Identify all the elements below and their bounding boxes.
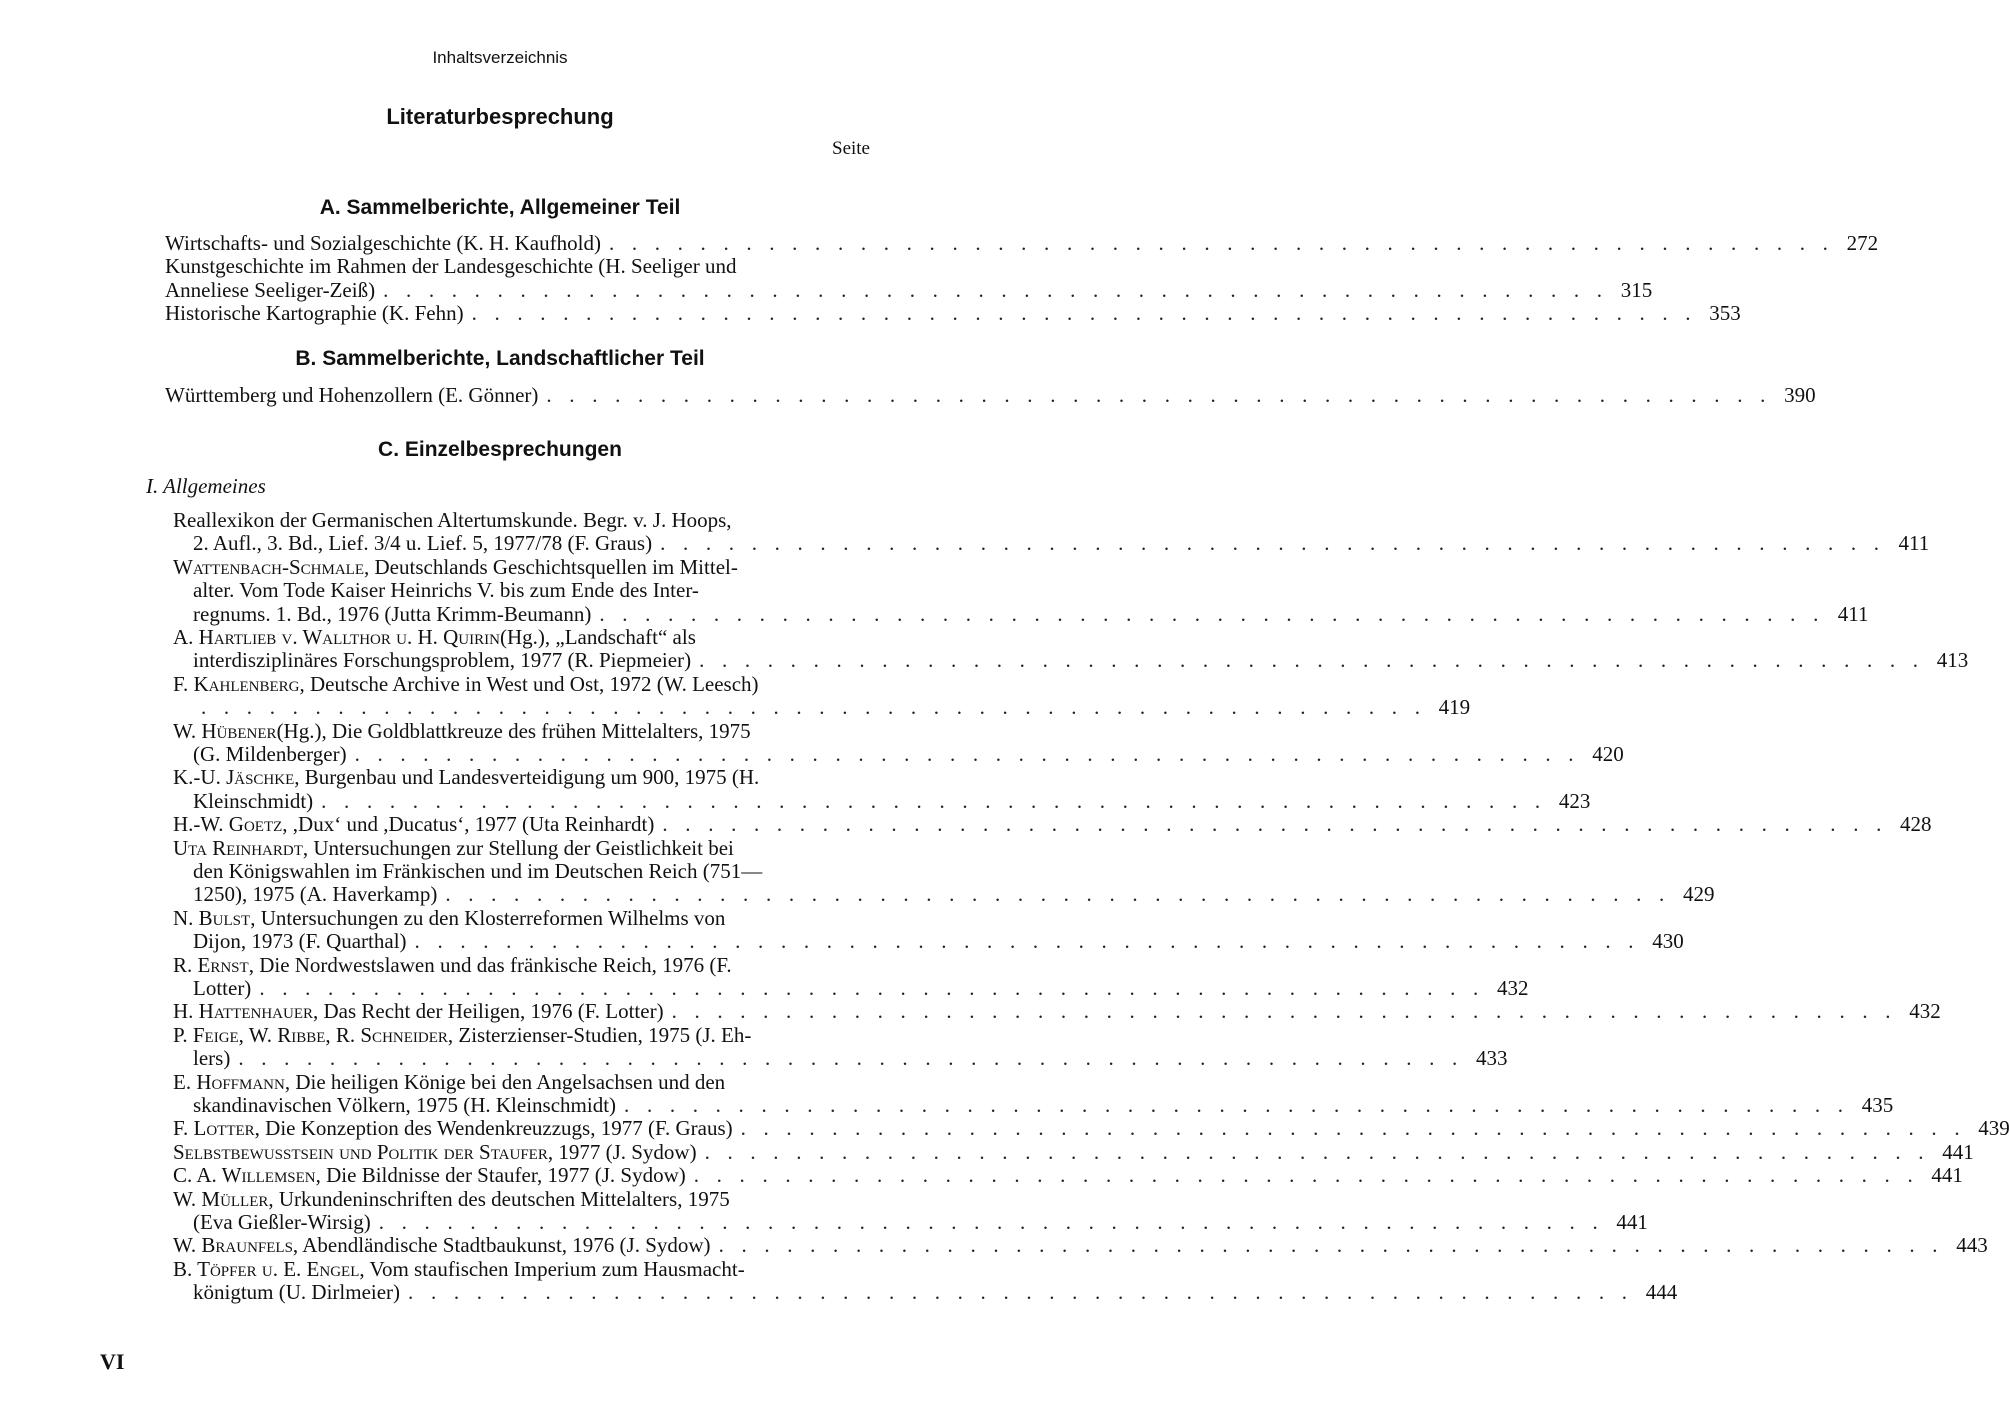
entry-text: Lotter) — [193, 975, 252, 1000]
running-header: Inhaltsverzeichnis — [432, 48, 568, 67]
page-reference: 433 — [1475, 1046, 1508, 1071]
dot-leader: . . . . . . . . . . . . . . . . . . . . . . . . . . . . . . . . . . . . . . . . . . . . . . . . . . . . . . — [383, 277, 1609, 302]
page-reference: 390 — [1784, 383, 1816, 407]
toc-entry-line — [173, 601, 1869, 626]
toc-entry-line — [173, 1071, 870, 1094]
entry-text: Wirtschafts- und Sozialgeschichte (K. H. Kaufhold) — [165, 231, 601, 255]
entry-text: , Zisterzienser-Studien, 1975 (J. Eh- — [447, 1022, 752, 1047]
entry-text: interdisziplinäres Forschungsproblem, 1977 (R. Piepmeier) — [193, 648, 692, 673]
toc-entry-line — [173, 648, 1969, 673]
toc-entry — [173, 1116, 2010, 1141]
toc-entry-line — [173, 741, 1624, 766]
toc-entry-line — [173, 509, 870, 532]
dot-leader: . . . . . . . . . . . . . . . . . . . . . . . . . . . . . . . . . . . . . . . . . . . . . . . . . . . . . . — [671, 999, 1897, 1024]
dot-leader: . . . . . . . . . . . . . . . . . . . . . . . . . . . . . . . . . . . . . . . . . . . . . . . . . . . . . . — [699, 648, 1925, 673]
dot-leader: . . . . . . . . . . . . . . . . . . . . . . . . . . . . . . . . . . . . . . . . . . . . . . . . . . . . . . — [624, 1092, 1850, 1117]
entry-text: , Die Bildnisse der Staufer, 1977 (J. Sydow) — [315, 1163, 686, 1188]
toc-entry-line — [173, 907, 870, 930]
dot-leader: . . . . . . . . . . . . . . . . . . . . . . . . . . . . . . . . . . . . . . . . . . . . . . . . . . . . . . — [608, 231, 1835, 255]
toc-entry-line — [173, 1092, 1894, 1117]
toc-entry-line — [173, 929, 1684, 954]
author-name: E. Hoffmann — [173, 1069, 285, 1094]
author-name: K.-U. Jäschke — [173, 765, 295, 790]
toc-entry-line — [173, 837, 870, 860]
entry-text: skandinavischen Völkern, 1975 (H. Kleinschmidt) — [193, 1092, 617, 1117]
dot-leader: . . . . . . . . . . . . . . . . . . . . . . . . . . . . . . . . . . . . . . . . . . . . . . . . . . . . . . — [546, 383, 1772, 407]
entry-text: , Untersuchungen zu den Klosterreformen Wilhelms von — [250, 905, 726, 930]
toc-entry-line — [173, 1024, 870, 1047]
entry-text: (Eva Gießler-Wirsig) — [193, 1209, 371, 1234]
page-reference: 411 — [1898, 531, 1930, 556]
toc-entry — [173, 1139, 1974, 1164]
author-name: Wattenbach-Schmale — [173, 554, 364, 579]
dot-leader: . . . . . . . . . . . . . . . . . . . . . . . . . . . . . . . . . . . . . . . . . . . . . . . . . . . . . . — [704, 1139, 1930, 1164]
dot-leader: . . . . . . . . . . . . . . . . . . . . . . . . . . . . . . . . . . . . . . . . . . . . . . . . . . . . . . — [740, 1116, 1966, 1141]
subheading: I. Allgemeines — [146, 474, 266, 498]
dot-leader: . . . . . . . . . . . . . . . . . . . . . . . . . . . . . . . . . . . . . . . . . . . . . . . . . . . . . . — [201, 695, 1427, 720]
entry-text: Dijon, 1973 (F. Quarthal) — [193, 929, 407, 954]
toc-entry — [173, 1233, 1988, 1258]
entry-text: (Hg.), Die Goldblattkreuze des frühen Mittelalters, 1975 — [276, 718, 751, 743]
toc-entry-line — [173, 954, 870, 977]
toc-entry — [165, 301, 1741, 326]
author-name: W. Müller — [173, 1186, 269, 1211]
page-reference: 432 — [1909, 999, 1941, 1024]
toc-entry-line — [165, 231, 1879, 255]
toc-entry-line — [173, 531, 1930, 556]
toc-entry-line — [173, 1046, 1508, 1071]
page-reference: 430 — [1652, 929, 1684, 954]
toc-entry — [173, 1163, 1963, 1188]
toc-entry-line — [173, 1139, 1974, 1164]
author-name: R. Ernst — [173, 952, 249, 977]
page-reference: 443 — [1956, 1233, 1988, 1258]
dot-leader: . . . . . . . . . . . . . . . . . . . . . . . . . . . . . . . . . . . . . . . . . . . . . . . . . . . . . . — [321, 788, 1547, 813]
dot-leader: . . . . . . . . . . . . . . . . . . . . . . . . . . . . . . . . . . . . . . . . . . . . . . . . . . . . . . — [378, 1209, 1604, 1234]
author-name: H. Hattenhauer — [173, 999, 313, 1024]
page-number: VI — [100, 1349, 125, 1374]
toc-entry — [165, 231, 1879, 255]
toc-entry-line — [173, 695, 1471, 720]
toc-entry — [173, 1256, 1678, 1305]
toc-entry — [165, 383, 1816, 407]
toc-entry-line — [173, 1280, 1678, 1305]
entry-text: 1250), 1975 (A. Haverkamp) — [193, 882, 438, 907]
toc-entry — [173, 812, 1932, 837]
toc-entry-line — [173, 975, 1529, 1000]
toc-entry — [173, 835, 1715, 907]
entry-text: den Königswahlen im Fränkischen und im Deutschen Reich (751— — [193, 858, 763, 883]
toc-entry — [173, 1186, 1648, 1235]
toc-entry-line — [173, 673, 870, 696]
page-reference: 411 — [1837, 601, 1869, 626]
toc-entry-line — [173, 788, 1591, 813]
page-reference: 353 — [1709, 301, 1741, 326]
toc-entry-line — [173, 860, 870, 883]
entry-text: , Die Nordwestslawen und das fränkische Reich, 1976 (F. — [248, 952, 732, 977]
author-name: B. Töpfer u. E. Engel — [173, 1256, 360, 1281]
author-name: W. Hübener — [173, 718, 277, 743]
toc-entry — [173, 905, 1684, 954]
entry-text: , Deutschlands Geschichtsquellen im Mittel- — [364, 554, 738, 579]
dot-leader: . . . . . . . . . . . . . . . . . . . . . . . . . . . . . . . . . . . . . . . . . . . . . . . . . . . . . . — [354, 741, 1580, 766]
toc-entry — [173, 1069, 1894, 1118]
entry-text: , 1977 (J. Sydow) — [547, 1139, 697, 1164]
author-name: P. Feige, W. Ribbe, R. Schneider — [173, 1022, 448, 1047]
toc-entry-line — [173, 1163, 1963, 1188]
author-name: A. Hartlieb v. Wallthor u. H. Quirin — [173, 625, 500, 649]
page-reference: 441 — [1616, 1209, 1648, 1234]
entry-text: Kunstgeschichte im Rahmen der Landesgeschichte (H. Seeliger und — [165, 254, 737, 279]
dot-leader: . . . . . . . . . . . . . . . . . . . . . . . . . . . . . . . . . . . . . . . . . . . . . . . . . . . . . . — [414, 929, 1640, 954]
entry-text: (G. Mildenberger) — [193, 741, 347, 766]
toc-entry — [173, 999, 1941, 1024]
author-name: N. Bulst — [173, 905, 251, 930]
page-reference: 413 — [1936, 648, 1969, 673]
toc-entry-line — [173, 1116, 2010, 1141]
entry-text: (Hg.), „Landschaft“ als — [499, 625, 696, 649]
page-column-label: Seite — [832, 138, 870, 159]
toc-entry-line — [173, 766, 870, 789]
entry-text: regnums. 1. Bd., 1976 (Jutta Krimm-Beumann) — [193, 601, 592, 626]
page-reference: 435 — [1861, 1092, 1894, 1117]
page-reference: 272 — [1846, 231, 1879, 255]
toc-entry-line — [165, 277, 1653, 302]
toc-entry — [173, 1022, 1508, 1071]
dot-leader: . . . . . . . . . . . . . . . . . . . . . . . . . . . . . . . . . . . . . . . . . . . . . . . . . . . . . . — [718, 1233, 1944, 1258]
section-heading-c: C. Einzelbesprechungen — [378, 438, 622, 461]
author-name: H.-W. Goetz — [173, 812, 283, 837]
entry-text: , Die Konzeption des Wendenkreuzzugs, 1977 (F. Graus) — [254, 1116, 733, 1141]
entry-text: königtum (U. Dirlmeier) — [193, 1280, 401, 1305]
dot-leader: . . . . . . . . . . . . . . . . . . . . . . . . . . . . . . . . . . . . . . . . . . . . . . . . . . . . . . — [445, 882, 1671, 907]
entry-text: Kleinschmidt) — [193, 788, 314, 813]
page-reference: 439 — [1978, 1116, 2010, 1141]
entry-text: , Abendländische Stadtbaukunst, 1976 (J. Sydow) — [292, 1233, 711, 1258]
dot-leader: . . . . . . . . . . . . . . . . . . . . . . . . . . . . . . . . . . . . . . . . . . . . . . . . . . . . . . — [259, 975, 1485, 1000]
dot-leader: . . . . . . . . . . . . . . . . . . . . . . . . . . . . . . . . . . . . . . . . . . . . . . . . . . . . . . — [471, 301, 1697, 326]
section-heading-a: A. Sammelberichte, Allgemeiner Teil — [319, 196, 681, 219]
page-reference: 428 — [1900, 812, 1932, 837]
page-reference: 419 — [1438, 695, 1471, 720]
entry-text: , Die heiligen Könige bei den Angelsachsen und den — [284, 1069, 726, 1094]
author-name: Uta Reinhardt — [173, 835, 303, 860]
dot-leader: . . . . . . . . . . . . . . . . . . . . . . . . . . . . . . . . . . . . . . . . . . . . . . . . . . . . . . — [408, 1280, 1634, 1305]
dot-leader: . . . . . . . . . . . . . . . . . . . . . . . . . . . . . . . . . . . . . . . . . . . . . . . . . . . . . . — [662, 812, 1888, 837]
toc-entry — [173, 508, 1930, 556]
toc-entry — [173, 718, 1624, 767]
page-title: Literaturbesprechung — [386, 104, 614, 129]
entry-text: , Urkundeninschriften des deutschen Mittelalters, 1975 — [268, 1186, 730, 1211]
toc-entry-line — [173, 1258, 870, 1281]
toc-entry-line — [165, 255, 870, 278]
page-reference: 423 — [1558, 788, 1591, 813]
author-name: F. Kahlenberg — [173, 671, 300, 696]
toc-entry-line — [173, 1233, 1988, 1258]
page-reference: 315 — [1620, 277, 1653, 302]
entry-text: Historische Kartographie (K. Fehn) — [165, 301, 464, 326]
dot-leader: . . . . . . . . . . . . . . . . . . . . . . . . . . . . . . . . . . . . . . . . . . . . . . . . . . . . . . — [660, 531, 1886, 556]
toc-entry — [173, 554, 1869, 626]
section-heading-b: B. Sammelberichte, Landschaftlicher Teil — [295, 347, 705, 370]
toc-entry-line — [173, 812, 1932, 837]
page-reference: 420 — [1592, 741, 1624, 766]
entry-text: 2. Aufl., 3. Bd., Lief. 3/4 u. Lief. 5, 1977/78 (F. Graus) — [193, 531, 653, 556]
page-reference: 429 — [1683, 882, 1715, 907]
entry-text: Anneliese Seeliger-Zeiß) — [165, 277, 376, 302]
entry-text: , ,Dux‘ und ,Ducatus‘, 1977 (Uta Reinhardt) — [282, 812, 655, 837]
page-reference: 444 — [1645, 1280, 1678, 1305]
toc-entry-line — [173, 720, 870, 743]
toc-entry — [165, 254, 1653, 302]
toc-entry — [173, 952, 1529, 1001]
author-name: Selbstbewusstsein und Politik der Staufer — [173, 1139, 548, 1164]
toc-entry-line — [173, 1188, 870, 1211]
page-reference: 432 — [1496, 975, 1529, 1000]
toc-entry-line — [173, 556, 870, 579]
author-name: C. A. Willemsen — [173, 1163, 316, 1188]
page-reference: 441 — [1942, 1139, 1974, 1164]
toc-entry — [173, 671, 1471, 720]
toc-entry-line — [165, 383, 1816, 407]
entry-text: , Burgenbau und Landesverteidigung um 900, 1975 (H. — [294, 765, 760, 790]
toc-entry-line — [173, 1209, 1648, 1234]
toc-entry-line — [173, 999, 1941, 1024]
toc-entry-line — [165, 301, 1741, 326]
dot-leader: . . . . . . . . . . . . . . . . . . . . . . . . . . . . . . . . . . . . . . . . . . . . . . . . . . . . . . — [238, 1046, 1464, 1071]
dot-leader: . . . . . . . . . . . . . . . . . . . . . . . . . . . . . . . . . . . . . . . . . . . . . . . . . . . . . . — [599, 601, 1825, 626]
author-name: W. Braunfels — [173, 1233, 293, 1258]
entry-text: , Das Recht der Heiligen, 1976 (F. Lotter) — [313, 999, 664, 1024]
entry-text: , Untersuchungen zur Stellung der Geistlichkeit bei — [302, 835, 734, 860]
entry-text: lers) — [193, 1046, 231, 1071]
toc-entry — [173, 625, 1969, 673]
toc-entry-line — [173, 882, 1715, 907]
toc-entry-line — [173, 579, 870, 602]
entry-text: Reallexikon der Germanischen Altertumskunde. Begr. v. J. Hoops, — [173, 508, 732, 532]
dot-leader: . . . . . . . . . . . . . . . . . . . . . . . . . . . . . . . . . . . . . . . . . . . . . . . . . . . . . . — [693, 1163, 1919, 1188]
entry-text: alter. Vom Tode Kaiser Heinrichs V. bis zum Ende des Inter- — [193, 578, 699, 603]
toc-entry-line — [173, 626, 870, 649]
entry-text: , Vom staufischen Imperium zum Hausmacht- — [359, 1256, 745, 1281]
page-reference: 441 — [1931, 1163, 1963, 1188]
entry-text: Württemberg und Hohenzollern (E. Gönner) — [165, 383, 539, 407]
author-name: F. Lotter — [173, 1116, 255, 1141]
toc-entry — [173, 765, 1591, 813]
entry-text: , Deutsche Archive in West und Ost, 1972 (W. Leesch) — [299, 671, 759, 696]
